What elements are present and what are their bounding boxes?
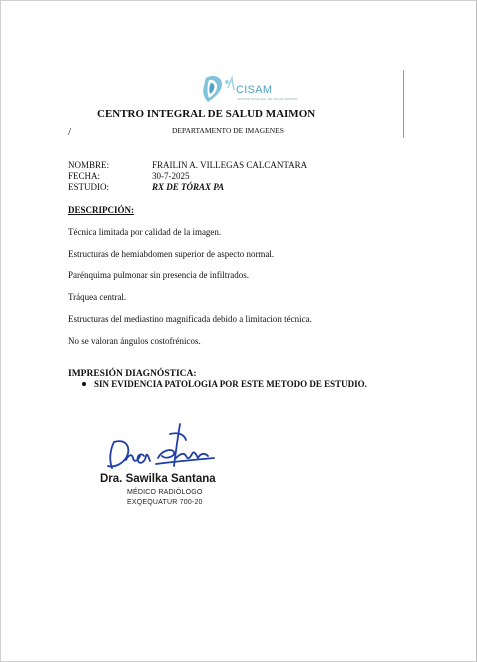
description-title: DESCRIPCIÓN: bbox=[68, 205, 135, 215]
description-line: No se valoran ángulos costofrénicos. bbox=[68, 336, 201, 346]
bullet-icon bbox=[82, 382, 86, 386]
logo-text: CISAM bbox=[236, 84, 273, 96]
signer-role: MÉDICO RADIÓLOGO bbox=[127, 489, 203, 496]
description-line: Tráquea central. bbox=[68, 292, 127, 302]
margin-divider bbox=[403, 70, 404, 138]
impression-item-text: SIN EVIDENCIA PATOLOGIA POR ESTE METODO DE ESTUDIO. bbox=[94, 379, 367, 389]
impression-item bbox=[82, 379, 367, 389]
description-line: Técnica limitada por calidad de la imagen. bbox=[68, 227, 222, 237]
study-value: RX DE TÓRAX PA bbox=[152, 182, 225, 192]
slash-mark: / bbox=[68, 126, 72, 138]
logo-subtext: CENTRO INTEGRAL DE SALUD MAIMON bbox=[237, 97, 298, 101]
handwritten-signature bbox=[100, 420, 220, 478]
signer-name: Dra. Sawilka Santana bbox=[100, 473, 216, 485]
impression-title: IMPRESIÓN DIAGNÓSTICA: bbox=[68, 369, 197, 379]
department-name: DEPARTAMENTO DE IMAGENES bbox=[172, 126, 284, 135]
signer-exequatur: EXQEQUATUR 700-20 bbox=[127, 499, 203, 506]
description-line: Estructuras del mediastino magnificada debido a limitacion técnica. bbox=[68, 314, 312, 324]
name-label: NOMBRE: bbox=[68, 160, 110, 170]
organization-name: CENTRO INTEGRAL DE SALUD MAIMON bbox=[97, 108, 316, 120]
date-value: 30-7-2025 bbox=[152, 171, 190, 181]
name-value: FRAILIN A. VILLEGAS CALCANTARA bbox=[152, 160, 308, 170]
study-label: ESTUDIO: bbox=[68, 182, 109, 192]
description-line: Estructuras de hemiabdomen superior de aspecto normal. bbox=[68, 249, 275, 259]
date-label: FECHA: bbox=[68, 171, 101, 181]
description-line: Parénquima pulmonar sin presencia de infiltrados. bbox=[68, 270, 249, 280]
